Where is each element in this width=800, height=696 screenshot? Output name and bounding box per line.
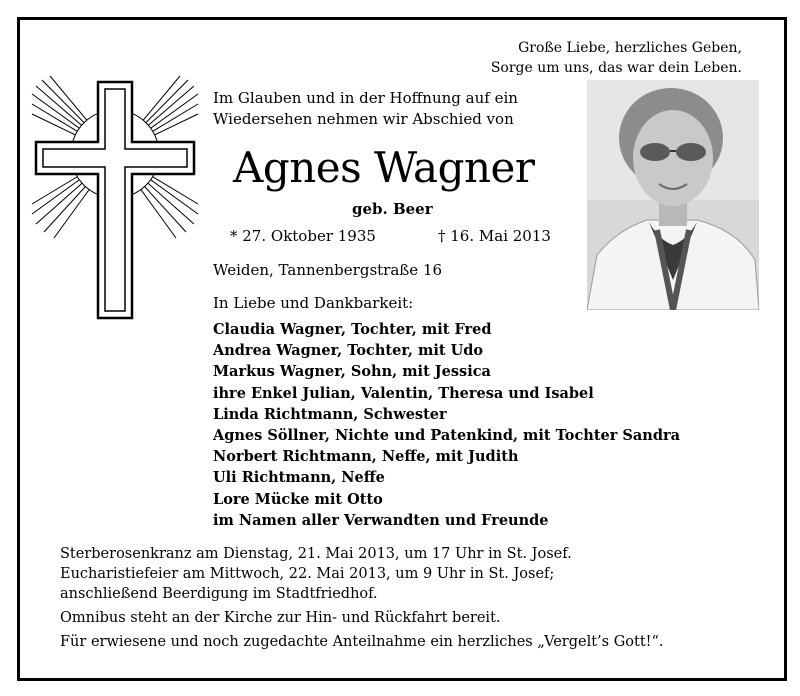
mourners-heading: In Liebe und Dankbarkeit: [213,294,414,312]
bus-info: Omnibus steht an der Kirche zur Hin- und Rückfahrt bereit. [60,610,501,626]
mourner-item: Linda Richtmann, Schwester [213,405,447,423]
mourner-item: im Namen aller Verwandten und Freunde [213,511,549,529]
motto-line-1: Große Liebe, herzliches Geben, [518,40,742,56]
mourner-item: ihre Enkel Julian, Valentin, Theresa und Isabel [213,384,594,402]
address: Weiden, Tannenbergstraße 16 [213,261,443,279]
birth-date: * 27. Oktober 1935 [230,227,376,245]
mourner-item: Markus Wagner, Sohn, mit Jessica [213,363,491,381]
motto-line-2: Sorge um uns, das war dein Leben. [490,60,742,76]
mourner-item: Lore Mücke mit Otto [213,490,383,508]
deceased-name: Agnes Wagner [233,143,535,192]
rosary-info: Sterberosenkranz am Dienstag, 21. Mai 2013, um 17 Uhr in St. Josef. [60,546,572,562]
intro-text [213,88,518,130]
burial-info: anschließend Beerdigung im Stadtfriedhof. [60,586,378,602]
mass-info: Eucharistiefeier am Mittwoch, 22. Mai 2013, um 9 Uhr in St. Josef; [60,566,555,582]
mourner-item: Uli Richtmann, Neffe [213,469,385,487]
portrait-photo [587,80,759,310]
intro-line-1: Im Glauben und in der Hoffnung auf ein [213,89,518,107]
mourner-item: Agnes Söllner, Nichte und Patenkind, mit Tochter Sandra [213,427,681,445]
thanks-text: Für erwiesene und noch zugedachte Anteilnahme ein herzliches „Vergelt’s Gott!“. [60,634,664,650]
mourner-item: Claudia Wagner, Tochter, mit Fred [213,321,492,338]
mourners-list [213,319,680,531]
death-date: † 16. Mai 2013 [438,227,551,245]
birth-name: geb. Beer [352,200,433,218]
mourner-item: Andrea Wagner, Tochter, mit Udo [213,342,484,360]
mourner-item: Norbert Richtmann, Neffe, mit Judith [213,448,519,466]
cross-icon [30,74,200,324]
motto [491,38,742,78]
intro-line-2: Wiedersehen nehmen wir Abschied von [213,110,514,128]
service-info [60,544,664,652]
